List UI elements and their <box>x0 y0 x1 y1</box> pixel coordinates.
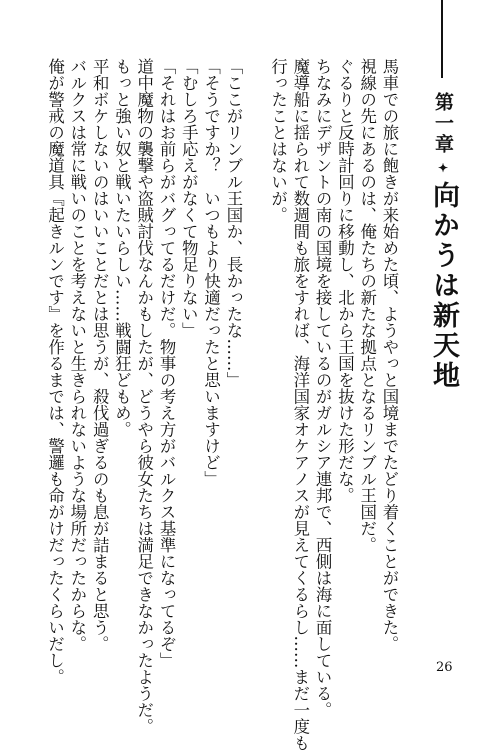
body-text <box>43 58 400 751</box>
chapter-separator-icon: ✦ <box>436 161 450 175</box>
paragraph-13: 平和ボケしないのはいいことだとは思うが、殺伐過ぎるのも息が詰まると思う。 <box>90 58 110 652</box>
paragraph-8: 「そうですか？ いつもより快適だったと思いますけど」 <box>201 58 221 487</box>
paragraph-7: 「ここがリンブル王国か、長かったな……」 <box>223 58 243 388</box>
paragraph-1: 馬車での旅に飽きが来始めた頃、ようやっと国境までたどり着くことができた。 <box>380 58 399 652</box>
paragraph-2: 視線の先にあるのは、俺たちの新たな拠点となるリンブル王国だ。 <box>357 58 377 553</box>
paragraph-4: ちなみにデザントの南の国境を接しているのがガルシア連邦で、西側は海に面している。 <box>313 58 333 718</box>
paragraph-12: もっと強い奴と戦いたいらしい……戦闘狂どもめ。 <box>112 58 132 438</box>
chapter-heading <box>423 92 463 391</box>
paragraph-3: ぐるりと反時計回りに移動し、北から王国を抜けた形だな。 <box>335 58 355 504</box>
page-number: 26 <box>436 660 453 675</box>
paragraph-10: 「それはお前らがバグってるだけだ。物事の考え方がバルクス基準になってるぞ」 <box>157 58 177 669</box>
chapter-rule <box>441 0 443 78</box>
blank-line <box>244 58 266 618</box>
chapter-label: 第一章 <box>432 92 454 155</box>
paragraph-14: バルクスは常に戦いのことを考えないと生きられないような場所だったからな。 <box>67 58 87 652</box>
paragraph-6: 行ったことはないが。 <box>268 58 288 223</box>
paragraph-11: 道中魔物の襲撃や盗賊討伐なんかもしたが、どうやら彼女たちは満足できなかったようだ。 <box>134 58 154 735</box>
paragraph-15: 俺が警戒の魔道具『起きルンです』を作るまでは、警邏も命がけだったくらいだし。 <box>45 58 65 685</box>
paragraph-5: 魔導船に揺られて数週間も旅をすれば、海洋国家オケアノスが見えてくるらし……まだ一度も <box>290 58 310 751</box>
paragraph-9: 「むしろ手応えがなくて物足りない」 <box>179 58 199 339</box>
chapter-title: 向かうは新天地 <box>428 181 459 391</box>
